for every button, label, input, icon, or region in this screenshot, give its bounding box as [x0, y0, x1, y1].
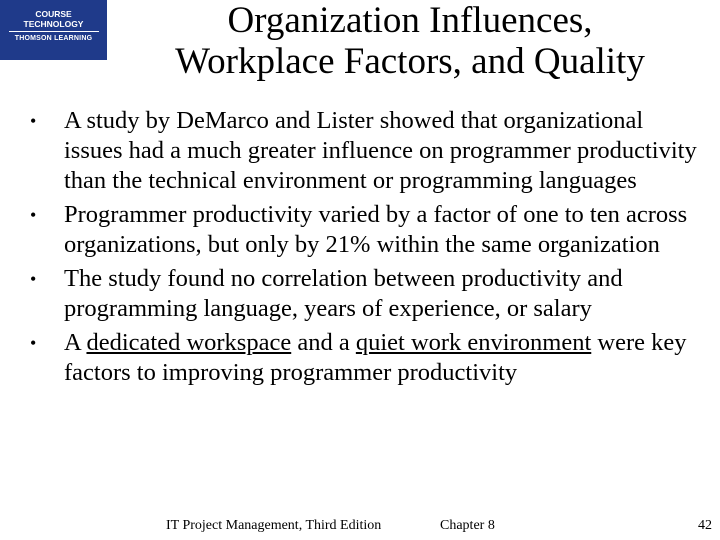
slide-number: 42: [698, 518, 712, 533]
bullet-text-part-3: were key factors to improving programmer productivity: [64, 329, 687, 386]
bullet-text: The study found no correlation between productivity and programming language, years of experience, or salary: [64, 265, 623, 322]
dedicated-workspace-text: dedicated workspace: [86, 329, 292, 356]
bullet-item: [28, 328, 700, 388]
bullet-list: [28, 106, 700, 392]
logo-line-3: THOMSON LEARNING: [14, 35, 93, 42]
bullet-text: A study by DeMarco and Lister showed that organizational issues had a much greater influence on programmer productivity than the technical environment or programming languages: [64, 107, 697, 194]
bullet-text-part-2: and a: [291, 329, 356, 356]
footer-book-title: IT Project Management, Third Edition: [166, 518, 382, 533]
bullet-dot: •: [30, 111, 37, 131]
slide-footer: [0, 518, 720, 538]
bullet-text: Programmer productivity varied by a factor of one to ten across organizations, but only by 21% within the same organization: [64, 201, 688, 258]
bullet-item: [28, 106, 700, 196]
bullet-text-part-1: A: [64, 329, 87, 356]
slide-title-line-2: Workplace Factors, and Quality: [175, 41, 645, 82]
bullet-dot: •: [30, 269, 37, 289]
bullet-item: [28, 200, 700, 260]
slide-title: [110, 0, 710, 82]
bullet-dot: •: [30, 205, 37, 225]
slide-title-line-1: Organization Influences,: [227, 0, 593, 41]
course-technology-logo: [0, 0, 107, 60]
logo-divider: [9, 31, 99, 32]
logo-line-2: TECHNOLOGY: [23, 19, 84, 29]
quiet-work-environment-text: quiet work environment: [355, 329, 592, 356]
bullet-item: [28, 264, 700, 324]
footer-chapter: Chapter 8: [440, 518, 495, 533]
bullet-dot: •: [30, 333, 37, 353]
logo-line-1: COURSE: [35, 9, 72, 19]
